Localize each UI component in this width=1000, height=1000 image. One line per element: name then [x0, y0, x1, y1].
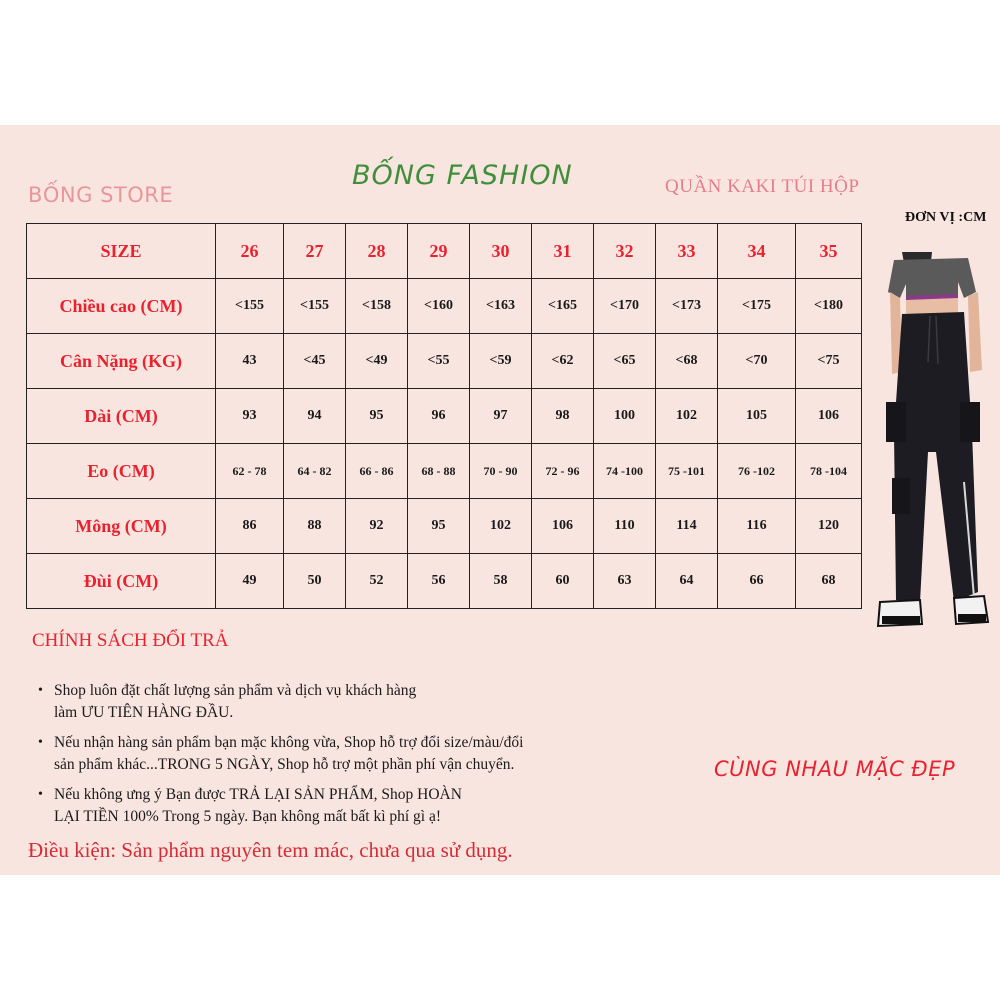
measurement-cell: 106: [796, 389, 862, 444]
measurement-row: [27, 334, 862, 389]
size-table-body: [27, 224, 862, 609]
size-cell: 27: [284, 224, 346, 279]
policy-item-line: sản phẩm khác...TRONG 5 NGÀY, Shop hỗ trợ một phần phí vận chuyển.: [54, 756, 515, 773]
size-cell: 28: [346, 224, 408, 279]
measurement-cell: 93: [216, 389, 284, 444]
measurement-row: [27, 554, 862, 609]
measurement-cell: 116: [718, 499, 796, 554]
measurement-cell: 78 -104: [796, 444, 862, 499]
measurement-cell: <70: [718, 334, 796, 389]
size-cell: 34: [718, 224, 796, 279]
measurement-cell: 105: [718, 389, 796, 444]
measurement-cell: <155: [216, 279, 284, 334]
measurement-cell: 110: [594, 499, 656, 554]
measurement-row: [27, 444, 862, 499]
measurement-label: Cân Nặng (KG): [27, 334, 216, 389]
size-cell: 30: [470, 224, 532, 279]
slogan: CÙNG NHAU MẶC ĐẸP: [714, 757, 956, 781]
measurement-cell: 56: [408, 554, 470, 609]
measurement-cell: 120: [796, 499, 862, 554]
measurement-cell: 102: [656, 389, 718, 444]
product-name: QUẦN KAKI TÚI HỘP: [665, 176, 860, 197]
measurement-cell: 62 - 78: [216, 444, 284, 499]
measurement-cell: 58: [470, 554, 532, 609]
measurement-cell: 60: [532, 554, 594, 609]
measurement-cell: 92: [346, 499, 408, 554]
size-cell: 32: [594, 224, 656, 279]
measurement-label: Chiều cao (CM): [27, 279, 216, 334]
measurement-cell: <175: [718, 279, 796, 334]
measurement-cell: <59: [470, 334, 532, 389]
policy-item-line: • Nếu nhận hàng sản phẩm bạn mặc không vừa, Shop hỗ trợ đổi size/màu/đổi: [54, 734, 524, 751]
measurement-cell: 96: [408, 389, 470, 444]
measurement-cell: 70 - 90: [470, 444, 532, 499]
measurement-cell: <62: [532, 334, 594, 389]
measurement-cell: 100: [594, 389, 656, 444]
measurement-cell: 63: [594, 554, 656, 609]
size-header-label: SIZE: [27, 224, 216, 279]
measurement-cell: <49: [346, 334, 408, 389]
measurement-cell: 49: [216, 554, 284, 609]
measurement-cell: 106: [532, 499, 594, 554]
measurement-cell: 68 - 88: [408, 444, 470, 499]
unit-label: ĐƠN VỊ :CM: [905, 210, 987, 225]
size-cell: 29: [408, 224, 470, 279]
measurement-row: [27, 389, 862, 444]
measurement-cell: <68: [656, 334, 718, 389]
return-policy-list: [38, 680, 638, 836]
measurement-cell: <158: [346, 279, 408, 334]
measurement-cell: 97: [470, 389, 532, 444]
measurement-cell: 102: [470, 499, 532, 554]
measurement-row: [27, 499, 862, 554]
condition-note: Điều kiện: Sản phẩm nguyên tem mác, chưa qua sử dụng.: [28, 838, 513, 862]
measurement-cell: <165: [532, 279, 594, 334]
measurement-cell: 50: [284, 554, 346, 609]
measurement-cell: 66 - 86: [346, 444, 408, 499]
measurement-cell: <160: [408, 279, 470, 334]
measurement-cell: 95: [408, 499, 470, 554]
policy-item: [38, 732, 638, 776]
measurement-cell: 114: [656, 499, 718, 554]
policy-item: [38, 680, 638, 724]
measurement-cell: <45: [284, 334, 346, 389]
size-cell: 33: [656, 224, 718, 279]
measurement-cell: 76 -102: [718, 444, 796, 499]
measurement-cell: <155: [284, 279, 346, 334]
brand-title: BỐNG FASHION: [352, 160, 573, 191]
measurement-cell: 72 - 96: [532, 444, 594, 499]
measurement-label: Đùi (CM): [27, 554, 216, 609]
model-photo: [872, 252, 996, 642]
size-header-row: [27, 224, 862, 279]
size-cell: 31: [532, 224, 594, 279]
measurement-row: [27, 279, 862, 334]
return-policy-title: CHÍNH SÁCH ĐỔI TRẢ: [32, 630, 229, 651]
measurement-cell: 52: [346, 554, 408, 609]
measurement-cell: <65: [594, 334, 656, 389]
measurement-cell: <75: [796, 334, 862, 389]
measurement-cell: <163: [470, 279, 532, 334]
measurement-cell: 64: [656, 554, 718, 609]
model-top: [888, 258, 976, 298]
measurement-cell: <173: [656, 279, 718, 334]
size-cell: 26: [216, 224, 284, 279]
measurement-cell: 95: [346, 389, 408, 444]
policy-item-line: • Nếu không ưng ý Bạn được TRẢ LẠI SẢN PHẨM, Shop HOÀN: [54, 786, 462, 803]
model-pants: [894, 312, 978, 602]
measurement-cell: <170: [594, 279, 656, 334]
measurement-cell: 74 -100: [594, 444, 656, 499]
policy-item-line: • Shop luôn đặt chất lượng sản phẩm và dịch vụ khách hàng: [54, 682, 417, 699]
measurement-cell: 68: [796, 554, 862, 609]
measurement-cell: 43: [216, 334, 284, 389]
measurement-cell: <55: [408, 334, 470, 389]
size-table: [26, 223, 862, 609]
measurement-cell: <180: [796, 279, 862, 334]
policy-item-line: LẠI TIỀN 100% Trong 5 ngày. Bạn không mất bất kì phí gì ạ!: [54, 808, 442, 825]
measurement-label: Dài (CM): [27, 389, 216, 444]
policy-item-line: làm ƯU TIÊN HÀNG ĐẦU.: [54, 704, 234, 721]
measurement-cell: 88: [284, 499, 346, 554]
measurement-label: Eo (CM): [27, 444, 216, 499]
measurement-cell: 98: [532, 389, 594, 444]
measurement-cell: 66: [718, 554, 796, 609]
measurement-cell: 94: [284, 389, 346, 444]
measurement-cell: 86: [216, 499, 284, 554]
measurement-cell: 75 -101: [656, 444, 718, 499]
policy-item: [38, 784, 638, 828]
measurement-label: Mông (CM): [27, 499, 216, 554]
size-cell: 35: [796, 224, 862, 279]
store-name: BỐNG STORE: [28, 183, 174, 207]
measurement-cell: 64 - 82: [284, 444, 346, 499]
